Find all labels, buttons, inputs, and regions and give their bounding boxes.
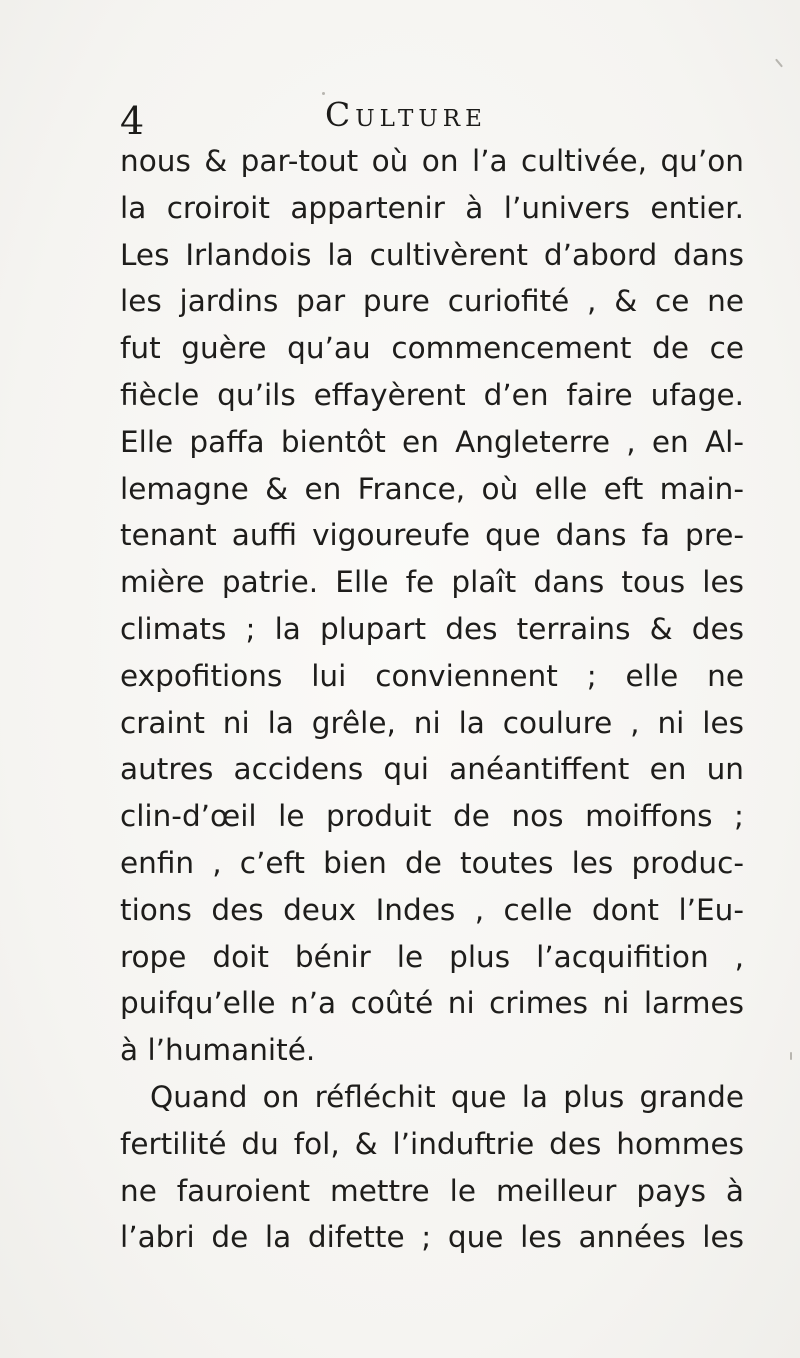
text-line: tenant auffi vigoureufe que dans fa pre-	[120, 518, 744, 553]
page-number: 4	[120, 99, 145, 143]
text-line: Les Irlandois la cultivèrent d’abord dans	[120, 237, 744, 272]
text-line: clin-d’œil le produit de nos moiffons ;	[120, 799, 744, 834]
text-line: ne fauroient mettre le meilleur pays à	[120, 1173, 744, 1208]
paper-speck	[322, 92, 325, 95]
text-line: les jardins par pure curiofité , & ce ne	[120, 284, 744, 319]
paper-speck	[790, 1052, 792, 1060]
text-line: climats ; la plupart des terrains & des	[120, 611, 744, 646]
text-line: enfin , c’eft bien de toutes les produc-	[120, 845, 744, 880]
text-line: nous & par-tout où on l’a cultivée, qu’on	[120, 144, 744, 178]
text-line: l’abri de la difette ; que les années les	[120, 1220, 744, 1255]
text-line: fertilité du fol, & l’induftrie des hommes	[120, 1126, 744, 1161]
body-text	[120, 138, 744, 1261]
text-line: lemagne & en France, où elle eft main-	[120, 471, 744, 506]
text-line: puifqu’elle n’a coûté ni crimes ni larmes	[120, 986, 744, 1021]
text-line: expofitions lui conviennent ; elle ne	[120, 658, 744, 693]
paper-speck	[775, 59, 783, 68]
text-line: craint ni la grêle, ni la coulure , ni les	[120, 705, 744, 740]
text-line: fiècle qu’ils effayèrent d’en faire ufage.	[120, 377, 744, 412]
running-head: Culture	[325, 95, 487, 134]
text-line: rope doit bénir le plus l’acquifition ,	[120, 939, 744, 974]
text-line: fut guère qu’au commencement de ce	[120, 331, 744, 366]
text-line: à l’humanité.	[120, 1033, 316, 1068]
text-line: la croiroit appartenir à l’univers entier.	[120, 190, 744, 225]
text-line: tions des deux Indes , celle dont l’Eu-	[120, 892, 744, 927]
text-line: mière patrie. Elle fe plaît dans tous les	[120, 565, 744, 600]
paragraph-start-line: Quand on réfléchit que la plus grande	[150, 1079, 744, 1114]
text-line: Elle paffa bientôt en Angleterre , en Al-	[120, 424, 744, 459]
text-line: autres accidens qui anéantiffent en un	[120, 752, 744, 787]
